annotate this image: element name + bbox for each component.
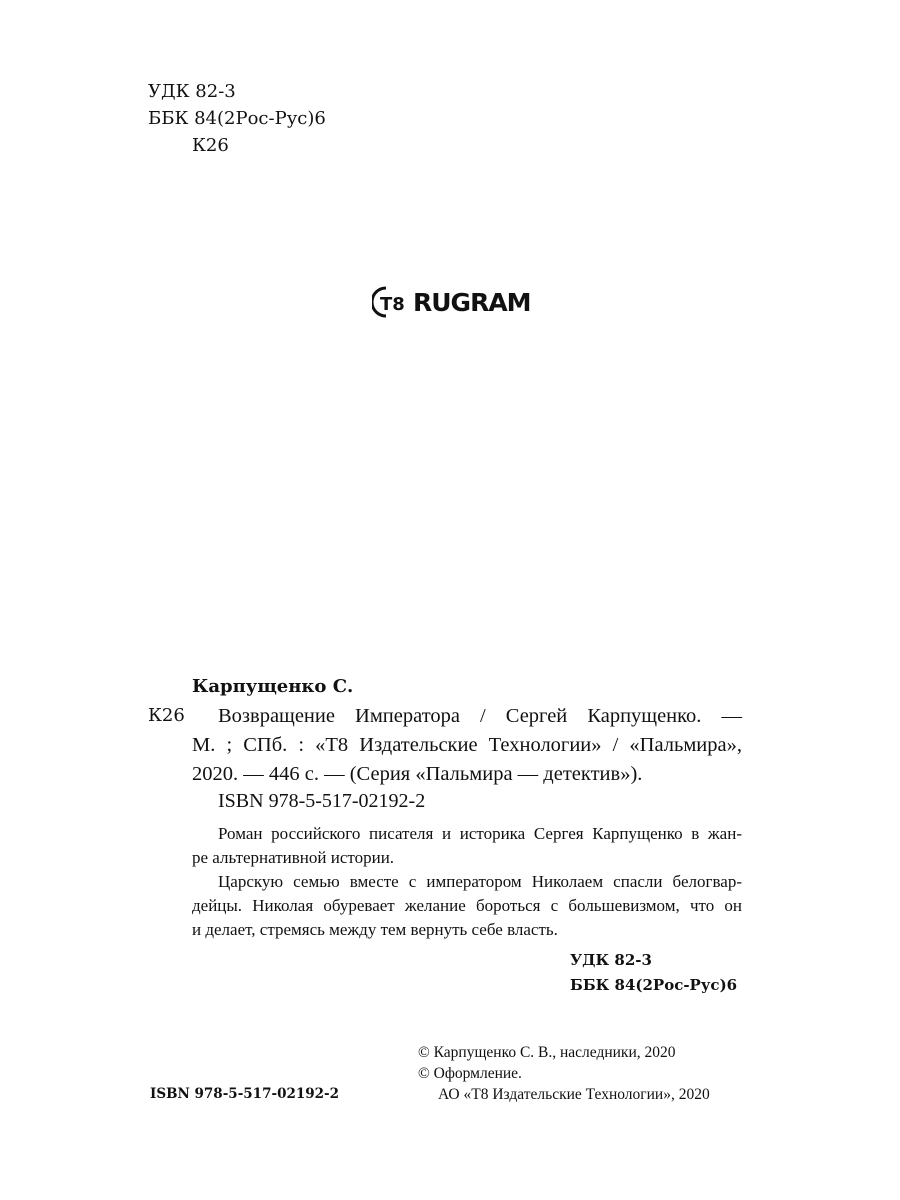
logo-wordmark: RUGRAM — [413, 287, 531, 317]
udk-code-bottom: УДК 82-3 — [570, 951, 652, 969]
logo-emblem-text: T8 — [380, 294, 405, 315]
bib-line: Возвращение Императора / Сергей Карпущенко. — — [218, 705, 742, 727]
copyright-line: © Карпущенко С. В., наследники, 2020 — [418, 1044, 676, 1061]
udk-code: УДК 82-3 — [148, 81, 236, 102]
bbk-code: ББК 84(2Рос-Рус)6 — [148, 108, 326, 129]
bibliographic-description — [192, 702, 742, 789]
annotation-line: и делает, стремясь между тем вернуть себе власть. — [192, 920, 558, 939]
bbk-code-bottom: ББК 84(2Рос-Рус)6 — [570, 976, 738, 994]
annotation-line: ре альтернативной истории. — [192, 848, 395, 867]
annotation-line: Роман российского писателя и историка Сергея Карпущенко в жан- — [218, 824, 742, 843]
author-name: Карпущенко С. — [192, 676, 354, 697]
isbn-bottom: ISBN 978-5-517-02192-2 — [150, 1086, 340, 1102]
author-mark: К26 — [192, 135, 229, 156]
copyright-block — [418, 1042, 710, 1105]
bib-line: М. ; СПб. : «Т8 Издательские Технологии» / «Пальмира», — [192, 734, 742, 756]
publisher-logo — [372, 284, 531, 320]
entry-code: К26 — [148, 705, 185, 726]
annotation-line: дейцы. Николая обуревает желание бороться с большевизмом, что он — [192, 896, 742, 915]
copyright-line: АО «Т8 Издательские Технологии», 2020 — [438, 1086, 710, 1103]
t8-logo-icon — [372, 284, 410, 320]
classification-codes-bottom — [570, 948, 737, 998]
annotation — [192, 822, 742, 942]
classification-codes-top — [148, 78, 326, 159]
bib-line: 2020. — 446 с. — (Серия «Пальмира — детектив»). — [192, 763, 643, 785]
copyright-line: © Оформление. — [418, 1065, 522, 1082]
annotation-line: Царскую семью вместе с императором Николаем спасли белогвар- — [218, 872, 742, 891]
isbn: ISBN 978-5-517-02192-2 — [218, 790, 426, 812]
